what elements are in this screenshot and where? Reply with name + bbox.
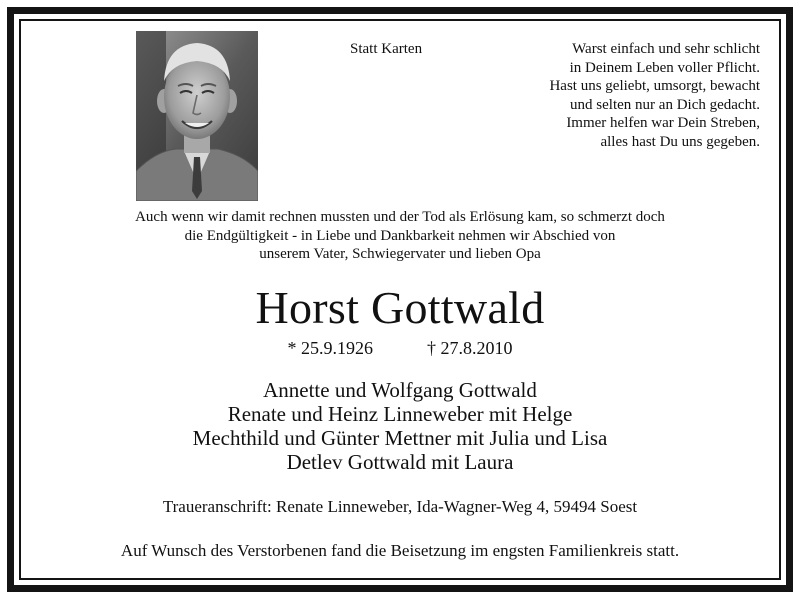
poem-line: Warst einfach und sehr schlicht	[572, 41, 760, 57]
family-line: Renate und Heinz Linneweber mit Helge	[227, 402, 573, 426]
poem-line: alles hast Du uns gegeben.	[600, 133, 760, 150]
portrait-photo-icon	[136, 31, 258, 201]
family-list	[40, 378, 760, 474]
poem-verse	[500, 40, 760, 151]
life-dates	[0, 337, 800, 359]
deceased-name: Horst Gottwald	[255, 282, 545, 333]
intro-text	[40, 208, 760, 264]
family-line: Mechthild und Günter Mettner mit Julia und Lisa	[192, 426, 608, 450]
statt-karten-label: Statt Karten	[350, 41, 423, 57]
family-line: Annette und Wolfgang Gottwald	[263, 378, 537, 402]
poem-line: in Deinem Leben voller Pflicht.	[569, 59, 760, 76]
birth-date: * 25.9.1926	[287, 338, 373, 358]
poem-line: Immer helfen war Dein Streben,	[566, 115, 760, 131]
intro-line: Auch wenn wir damit rechnen mussten und der Tod als Erlösung kam, so schmerzt doch	[135, 209, 665, 225]
mourning-address: Traueranschrift: Renate Linneweber, Ida-Wagner-Weg 4, 59494 Soest	[162, 497, 638, 516]
intro-line: die Endgültigkeit - in Liebe und Dankbarkeit nehmen wir Abschied von	[184, 227, 616, 244]
death-date: † 27.8.2010	[427, 338, 513, 358]
funeral-note: Auf Wunsch des Verstorbenen fand die Beisetzung im engsten Familienkreis statt.	[120, 541, 680, 560]
poem-line: Hast uns geliebt, umsorgt, bewacht	[549, 78, 760, 94]
poem-line: und selten nur an Dich gedacht.	[570, 96, 760, 113]
family-line: Detlev Gottwald mit Laura	[286, 450, 514, 474]
intro-line: unserem Vater, Schwiegervater und lieben Opa	[259, 246, 541, 262]
